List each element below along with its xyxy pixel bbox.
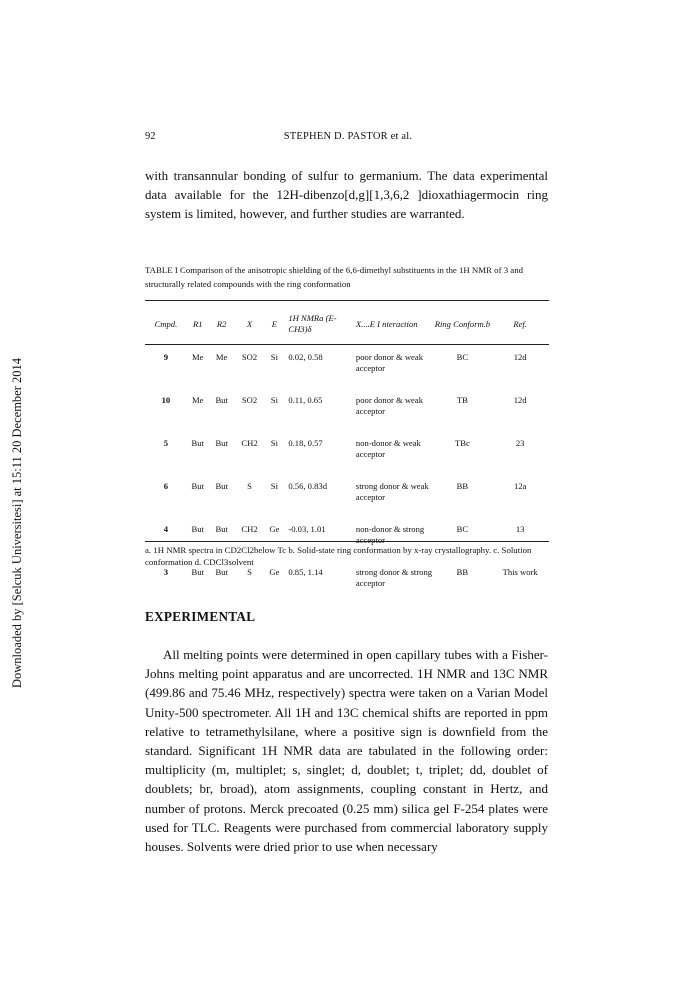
- cell-ref: 12a: [513, 481, 527, 491]
- header-r1: R1: [192, 318, 203, 329]
- cell-x: S: [247, 567, 252, 577]
- cell-ring: BC: [456, 352, 469, 362]
- header-nmr: 1H NMRa (E-CH3)δ: [288, 313, 337, 334]
- cell-r1: But: [191, 481, 204, 491]
- cell-r1: Me: [192, 395, 204, 405]
- cell-r2: But: [215, 395, 228, 405]
- cell-cmpd: 10: [161, 395, 171, 405]
- cell-interaction: poor donor & weak acceptor: [355, 352, 423, 373]
- cell-r2: But: [215, 438, 228, 448]
- cell-ring: BC: [456, 524, 469, 534]
- cell-ring: BB: [456, 481, 469, 491]
- cell-ref: 12d: [513, 395, 527, 405]
- header-cmpd: Cmpd.: [154, 318, 178, 329]
- cell-nmr: 0.11, 0.65: [288, 395, 323, 405]
- cell-e: Si: [270, 438, 278, 448]
- table-footnote: a. 1H NMR spectra in CD2Cl2below Tc b. Solid-state ring conformation by x-ray crystallography. c. Solution conformation d. CDCl3solvent: [145, 545, 532, 567]
- cell-e: Si: [270, 395, 278, 405]
- table-row: [145, 395, 549, 438]
- cell-ref: 23: [515, 438, 525, 448]
- header-x: X: [246, 318, 253, 329]
- cell-interaction: strong donor & strong acceptor: [355, 567, 433, 588]
- header-e: E: [271, 318, 278, 329]
- cell-ring: TBc: [455, 438, 470, 448]
- cell-ring: TB: [456, 395, 468, 405]
- cell-cmpd: 6: [163, 481, 169, 491]
- cell-interaction: poor donor & weak acceptor: [355, 395, 423, 416]
- cell-interaction: strong donor & weak acceptor: [355, 481, 429, 502]
- cell-cmpd: 3: [163, 567, 169, 577]
- header-ref: Ref.: [513, 318, 527, 329]
- cell-r1: Me: [192, 352, 204, 362]
- table-row: [145, 567, 549, 610]
- cell-nmr: -0.03, 1.01: [288, 524, 326, 534]
- cell-nmr: 0.85, 1.14: [288, 567, 323, 577]
- intro-paragraph: with transannular bonding of sulfur to germanium. The data experimental data available for the 12H-dibenzo[d,g][1,3,6,2 ]dioxathiagermocin ring system is limited, however, and further studies are warranted.: [145, 168, 548, 222]
- table-caption: TABLE I Comparison of the anisotropic shielding of the 6,6-dimethyl substituents in the 1H NMR of 3 and structurally related compounds with the ring conformation: [145, 265, 524, 289]
- cell-r1: But: [191, 567, 204, 577]
- cell-r2: But: [215, 567, 228, 577]
- cell-x: SO2: [241, 395, 258, 405]
- cell-e: Si: [270, 352, 278, 362]
- cell-cmpd: 5: [163, 438, 169, 448]
- cell-r2: But: [215, 481, 228, 491]
- cell-ref: 12d: [513, 352, 527, 362]
- experimental-paragraph: All melting points were determined in open capillary tubes with a Fisher-Johns melting point apparatus and are uncorrected. 1H NMR and 13C NMR (499.86 and 75.46 MHz, respectively) spectra were taken on a Varian Model Unity-500 spectrometer. All 1H and 13C chemical shifts are reported in ppm relative to tetramethylsilane, where a positive sign is downfield from the standard. Significant 1H NMR data are tabulated in the following order: multiplicity (m, multiplet; s, singlet; d, doublet; t, triplet; dd, doublet of doublets; br, broad), atom assignments, coupling constant in Hertz, and number of protons. Merck precoated (0.25 mm) silica gel F-254 plates were used for TLC. Reagents were purchased from commercial laboratory supply houses. Solvents were dried prior to use when necessary: [145, 647, 548, 855]
- cell-cmpd: 4: [163, 524, 169, 534]
- header-ring-conformation: Ring Conform.b: [434, 318, 491, 329]
- cell-interaction: non-donor & strong acceptor: [355, 524, 425, 545]
- cell-r1: But: [191, 438, 204, 448]
- table-row: [145, 346, 549, 395]
- header-interaction: X....E I nteraction: [355, 318, 418, 329]
- cell-ref: This work: [502, 567, 538, 577]
- table-header-row: [145, 302, 549, 346]
- header-r2: R2: [216, 318, 227, 329]
- table-top-rule: [145, 300, 549, 301]
- cell-cmpd: 9: [163, 352, 169, 362]
- cell-e: Ge: [269, 524, 280, 534]
- cell-x: CH2: [241, 438, 258, 448]
- cell-x: SO2: [241, 352, 258, 362]
- cell-e: Si: [270, 481, 278, 491]
- cell-x: CH2: [241, 524, 258, 534]
- cell-r1: But: [191, 524, 204, 534]
- cell-ring: BB: [456, 567, 469, 577]
- cell-x: S: [247, 481, 252, 491]
- cell-interaction: non-donor & weak acceptor: [355, 438, 421, 459]
- running-head: STEPHEN D. PASTOR et al.: [283, 131, 413, 142]
- page-number: 92: [145, 131, 156, 142]
- section-heading: EXPERIMENTAL: [145, 609, 256, 624]
- table-row: [145, 438, 549, 481]
- cell-nmr: 0.02, 0.58: [288, 352, 323, 362]
- cell-r2: But: [215, 524, 228, 534]
- table-row: [145, 481, 549, 524]
- cell-r2: Me: [215, 352, 228, 362]
- download-watermark: Downloaded by [Selcuk Universitesi] at 15:11 20 December 2014: [10, 357, 24, 688]
- cell-nmr: 0.18, 0.57: [288, 438, 323, 448]
- cell-ref: 13: [515, 524, 525, 534]
- cell-nmr: 0.56, 0.83d: [288, 481, 328, 491]
- cell-e: Ge: [269, 567, 280, 577]
